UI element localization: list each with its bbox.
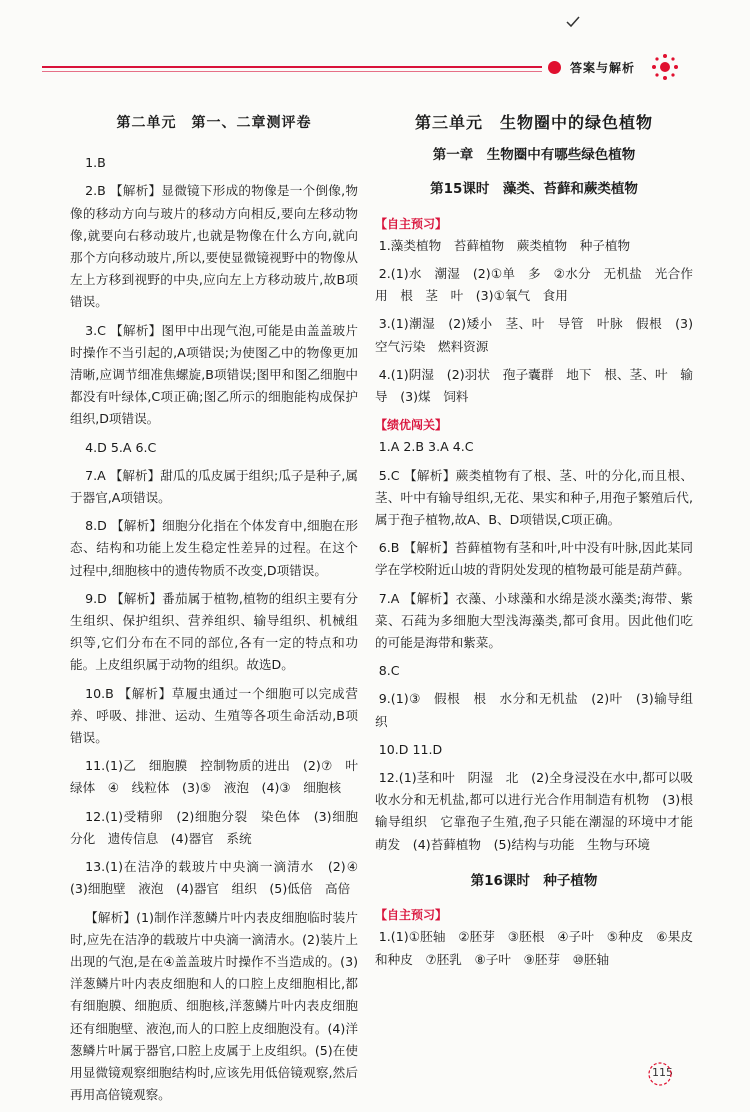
answer-item: 9.(1)③ 假根 根 水分和无机盐 (2)叶 (3)输导组织	[375, 691, 693, 729]
answer-item: 9.D 【解析】番茄属于植物,植物的组织主要有分生组织、保护组织、营养组织、输导组织、机械组织等,它们分布在不同的部位,各有一定的特点和功能。上皮组织属于动物的组织。故选D。	[70, 590, 358, 673]
answer-item: 4.D 5.A 6.C	[85, 439, 157, 455]
answer-item: 12.(1)茎和叶 阴湿 北 (2)全身浸没在水中,都可以吸收水分和无机盐,都可以进行光合作用制造有机物 (3)根 输导组织 它靠孢子生殖,孢子只能在潮湿的环境中才能萌发 (4)苔藓植物 (5)结构与功能 生物与环境	[375, 770, 706, 852]
answer-item: 10.B 【解析】草履虫通过一个细胞可以完成营养、呼吸、排泄、运动、生殖等各项生命活动,B项错误。	[70, 685, 358, 746]
answer-item: 1.B	[85, 155, 106, 171]
answer-item: 1.A 2.B 3.A 4.C	[378, 439, 474, 455]
answer-item: 7.A 【解析】衣藻、小球藻和水绵是淡水藻类;海带、紫菜、石莼为多细胞大型浅海藻类,都可食用。因此他们吃的可能是海带和紫菜。	[375, 590, 693, 651]
section-tag-preview: 【自主预习】	[375, 216, 448, 231]
page-number-text: 115	[652, 1066, 673, 1079]
header-red-dot-icon	[548, 61, 561, 74]
right-column	[375, 112, 706, 977]
section-tag-preview: 【自主预习】	[375, 908, 448, 923]
answer-item: 13.(1)在洁净的载玻片中央滴一滴清水 (2)④ (3)细胞壁 液泡 (4)器官 组织 (5)低倍 高倍	[70, 859, 371, 897]
lesson-title: 第15课时 藻类、苔藓和蕨类植物	[430, 181, 638, 198]
left-column	[70, 112, 371, 1112]
answer-item: 5.C 【解析】蕨类植物有了根、茎、叶的分化,而且根、茎、叶中有输导组织,无花、果实和种子,用孢子繁殖后代,属于孢子植物,故A、B、D项错误,C项正确。	[375, 467, 693, 528]
page-number-flower-icon	[646, 1060, 674, 1088]
answer-item: 3.C 【解析】图甲中出现气泡,可能是由盖盖玻片时操作不当引起的,A项错误;为使图乙中的物像更加清晰,应调节细准焦螺旋,B项错误;图甲和图乙细胞中都没有叶绿体,C项正确;图乙所示的细胞能构成保护组织,D项错误。	[70, 322, 358, 427]
section-tag-level: 【绩优闯关】	[375, 418, 448, 433]
header-flower-logo-icon	[650, 52, 680, 82]
right-unit-title: 第三单元 生物圈中的绿色植物	[414, 113, 653, 132]
answer-item: 1.藻类植物 苔藓植物 蕨类植物 种子植物	[378, 237, 631, 253]
answer-item: 【解析】(1)制作洋葱鳞片叶内表皮细胞临时装片时,应先在洁净的载玻片中央滴一滴清水。(2)装片上出现的气泡,是在④盖盖玻片时操作不当造成的。(3)洋葱鳞片叶内表皮细胞和人的口腔上皮细胞相比,都有细胞膜、细胞质、细胞核,洋葱鳞片叶内表皮细胞还有细胞壁、液泡,而人的口腔上皮细胞没有。(4)洋葱鳞片叶属于器官,口腔上皮属于上皮组织。(5)在使用显微镜观察细胞结构时,应该先用低倍镜观察,然后再用高倍镜观察。	[70, 909, 358, 1103]
answer-item: 2.(1)水 潮湿 (2)①单 多 ②水分 无机盐 光合作用 根 茎 叶 (3)①氧气 食用	[375, 266, 693, 304]
chapter-title: 第一章 生物圈中有哪些绿色植物	[432, 147, 636, 164]
answer-item: 10.D 11.D	[378, 741, 443, 757]
answer-item: 11.(1)乙 细胞膜 控制物质的进出 (2)⑦ 叶绿体 ④ 线粒体 (3)⑤ 液泡 (4)③ 细胞核	[70, 758, 358, 796]
answer-item: 1.(1)①胚轴 ②胚芽 ③胚根 ④子叶 ⑤种皮 ⑥果皮和种皮 ⑦胚乳 ⑧子叶 ⑨胚芽 ⑩胚轴	[375, 929, 693, 967]
answer-item: 8.C	[378, 663, 400, 679]
answer-item: 6.B 【解析】苔藓植物有茎和叶,叶中没有叶脉,因此某同学在学校附近山坡的背阴处发现的植物最可能是葫芦藓。	[375, 540, 693, 578]
corner-check-icon	[566, 16, 580, 28]
answer-item: 2.B 【解析】显微镜下形成的物像是一个倒像,物像的移动方向与玻片的移动方向相反,要向左移动物像,就要向右移动玻片,也就是物像在什么方向,就向那个方向移动玻片,所以,要使显微镜视野中的物像从左上方移到视野的中央,应向左上方移动玻片,故B项错误。	[70, 183, 358, 310]
answer-item: 3.(1)潮湿 (2)矮小 茎、叶 导管 叶脉 假根 (3)空气污染 燃料资源	[375, 316, 693, 354]
header-rule	[42, 66, 542, 73]
answer-item: 8.D 【解析】细胞分化指在个体发育中,细胞在形态、结构和功能上发生稳定性差异的过程。在这个过程中,细胞核中的遗传物质不改变,D项错误。	[70, 518, 358, 578]
answer-item: 4.(1)阴湿 (2)羽状 孢子囊群 地下 根、茎、叶 输导 (3)煤 饲料	[375, 366, 693, 405]
answer-item: 12.(1)受精卵 (2)细胞分裂 染色体 (3)细胞分化 遗传信息 (4)器官 系统	[70, 808, 358, 846]
answer-item: 7.A 【解析】甜瓜的瓜皮属于组织;瓜子是种子,属于器官,A项错误。	[70, 467, 358, 506]
lesson-title: 第16课时 种子植物	[470, 872, 598, 889]
left-unit-title: 第二单元 第一、二章测评卷	[116, 115, 312, 131]
header-title: 答案与解析	[570, 61, 636, 75]
page-number	[652, 1066, 673, 1079]
